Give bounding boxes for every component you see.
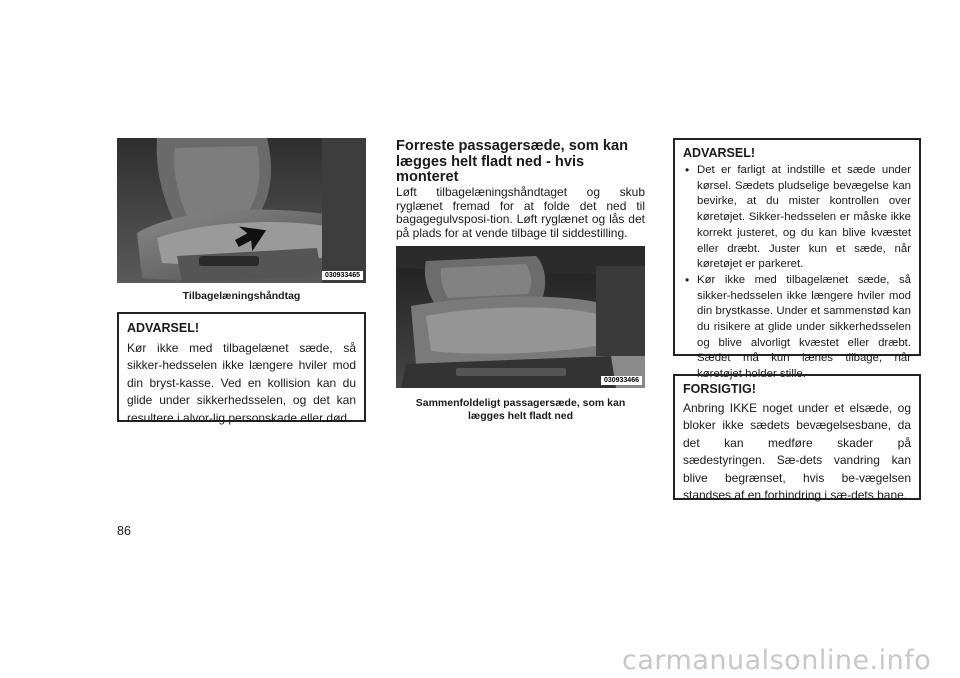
- warning-box: [117, 312, 366, 425]
- page-number: 86: [117, 524, 131, 538]
- caution-title: FORSIGTIG!: [683, 382, 756, 396]
- warning-box: [673, 138, 921, 381]
- photo-caption: Tilbagelæningshåndtag: [182, 290, 301, 302]
- warning-item: • Kør ikke med tilbagelænet sæde, så sikker-hedsselen ikke længere hviler mod din brystkasse. Under et sammenstød kan du risikere at glide under sikkerhedsselen og blive alvorligt kvæstet eller dræbt. Sædet må kun lænes tilbage, når køretøjet holder stille.: [683, 273, 911, 383]
- warning-title: ADVARSEL!: [127, 321, 199, 335]
- warning-text: Kør ikke med tilbagelænet sæde, så sikker-hedsselen ikke længere hviler mod din bryst-kasse. Ved en kollision kan du glide under sikkerhedsselen, og det kan resultere i alvor-lig personskade eller død.: [127, 341, 356, 425]
- seat-photo-illustration: [117, 138, 366, 283]
- section-body: Løft tilbagelæningshåndtaget og skub ryglænet fremad for at folde det ned til bagagegulvsposi-tion. Løft ryglænet og lås det på plads for at vende tilbage til siddestilling.: [396, 185, 645, 240]
- warning-list: [683, 163, 911, 383]
- warning-item: • Det er farligt at indstille et sæde under kørsel. Sædets pludselige bevægelse kan bevirke, at du mister kontrollen over køretøjet. Sikker-hedsselen er måske ikke korrekt justeret, og du kan blive kvæstet eller dræbt. Juster kun et sæde, når køretøjet er parkeret.: [683, 163, 911, 273]
- caution-box: [673, 374, 921, 503]
- section-heading: Forreste passagersæde, som kan lægges helt fladt ned - hvis monteret: [396, 138, 628, 185]
- photo-caption: Sammenfoldeligt passagersæde, som kan lægges helt fladt ned: [415, 397, 626, 422]
- fold-flat-seat-photo: [396, 246, 645, 388]
- photo-code: 030933466: [601, 376, 642, 385]
- seat-recline-handle-photo: [117, 138, 366, 283]
- warning-title: ADVARSEL!: [683, 146, 755, 160]
- folded-seat-illustration: [396, 246, 645, 388]
- photo-code: 030933465: [322, 271, 363, 280]
- caution-text: Anbring IKKE noget under et elsæde, og bloker ikke sædets bevægelsesbane, da det kan medføre skader på sædestyringen. Sæ-dets vandring kan blive begrænset, hvis be-vægelsen standses af en forhindring i sæ-dets bane.: [683, 401, 911, 503]
- watermark: carmanualsonline.info: [622, 645, 932, 676]
